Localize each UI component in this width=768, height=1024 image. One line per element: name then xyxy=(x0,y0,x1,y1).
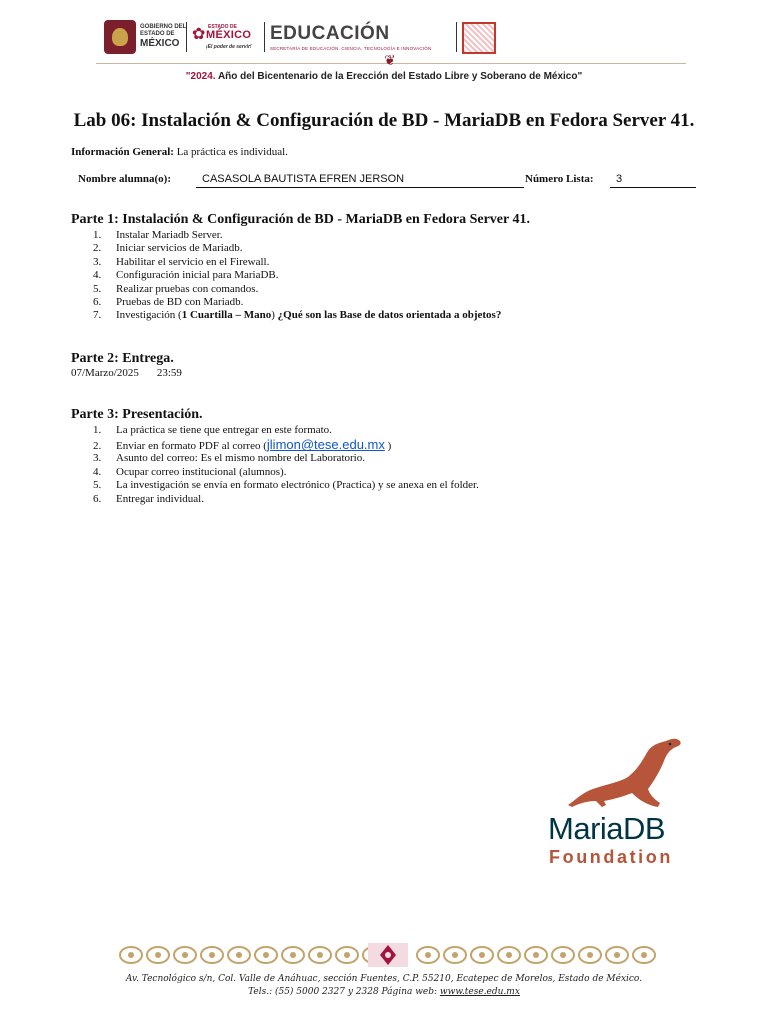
divider xyxy=(186,22,187,52)
header-motto: "2024. Año del Bicentenario de la Erección del Estado Libre y Soberano de México" xyxy=(185,71,583,82)
part2-heading: Parte 2: Entrega. xyxy=(71,351,174,366)
foundation-wordmark: Foundation xyxy=(549,847,673,867)
state-emblem-icon xyxy=(104,20,136,54)
educacion-subtitle: SECRETARÍA DE EDUCACIÓN, CIENCIA, TECNOLOGÍA E INNOVACIÓN xyxy=(270,46,432,51)
ornament-icon: ❦ xyxy=(384,54,396,69)
list-item: 7. Investigación (1 Cuartilla – Mano) ¿Qué son las Base de datos orientada a objetos? xyxy=(93,309,502,322)
header-logos xyxy=(104,18,494,58)
part1-list xyxy=(71,229,501,323)
list-item: 1. Instalar Mariadb Server. xyxy=(93,229,223,241)
divider xyxy=(264,22,265,52)
list-item: 3. Asunto del correo: Es el mismo nombre del Laboratorio. xyxy=(93,452,365,465)
list-item: 2. Enviar en formato PDF al correo (jlimon@tese.edu.mx ) xyxy=(93,437,392,453)
ornament-band-icon xyxy=(118,943,658,967)
general-info: Información General: La práctica es individual. xyxy=(71,146,288,158)
list-item: 3. Habilitar el servicio en el Firewall. xyxy=(93,255,270,268)
list-number-field[interactable]: 3 xyxy=(610,173,696,188)
mariadb-foundation-logo xyxy=(548,735,698,875)
footer-ornament xyxy=(118,943,658,967)
name-field[interactable]: CASASOLA BAUTISTA EFREN JERSON xyxy=(196,173,524,188)
edomex-logo: ✿ ESTADO DE MÉXICO ¡El poder de servir! xyxy=(192,24,252,50)
list-item: 6. Entregar individual. xyxy=(93,492,204,505)
list-item: 6. Pruebas de BD con Mariadb. xyxy=(93,295,244,308)
part1-heading: Parte 1: Instalación & Configuración de BD - MariaDB en Fedora Server 41. xyxy=(71,212,530,227)
name-label: Nombre alumna(o): xyxy=(78,173,171,185)
list-item: 4. Configuración inicial para MariaDB. xyxy=(93,269,279,282)
divider xyxy=(456,22,457,52)
institution-seal-icon xyxy=(462,22,496,54)
sea-lion-icon xyxy=(562,735,682,813)
educacion-logo: EDUCACIÓN xyxy=(270,23,390,44)
website-link[interactable]: www.tese.edu.mx xyxy=(439,987,520,997)
footer-address: Av. Tecnológico s/n, Col. Valle de Anáhuac, sección Fuentes, C.P. 55210, Ecatepec de Morelos, Estado de México. xyxy=(125,974,643,984)
document-title: Lab 06: Instalación & Configuración de BD - MariaDB en Fedora Server 41. xyxy=(73,110,695,131)
list-number-label: Número Lista: xyxy=(525,173,594,185)
email-link[interactable]: jlimon@tese.edu.mx xyxy=(266,437,385,453)
part3-list xyxy=(71,424,479,506)
list-item: 4. Ocupar correo institucional (alumnos). xyxy=(93,465,287,478)
mariadb-wordmark: MariaDB xyxy=(548,811,666,846)
footer-contact: Tels.: (55) 5000 2327 y 2328 Página web: www.tese.edu.mx xyxy=(248,987,520,997)
student-row xyxy=(78,173,698,189)
list-item: 5. Realizar pruebas con comandos. xyxy=(93,282,259,295)
flower-icon: ✿ xyxy=(192,26,206,43)
gobierno-logo-text: GOBIERNO DEL ESTADO DE MÉXICO xyxy=(140,24,187,49)
delivery-date: 07/Marzo/2025 23:59 xyxy=(71,367,182,379)
part3-heading: Parte 3: Presentación. xyxy=(71,407,203,422)
list-item: 2. Iniciar servicios de Mariadb. xyxy=(93,242,243,255)
list-item: 5. La investigación se envía en formato electrónico (Practica) y se anexa en el folder. xyxy=(93,479,479,492)
list-item: 1. La práctica se tiene que entregar en este formato. xyxy=(93,424,332,436)
